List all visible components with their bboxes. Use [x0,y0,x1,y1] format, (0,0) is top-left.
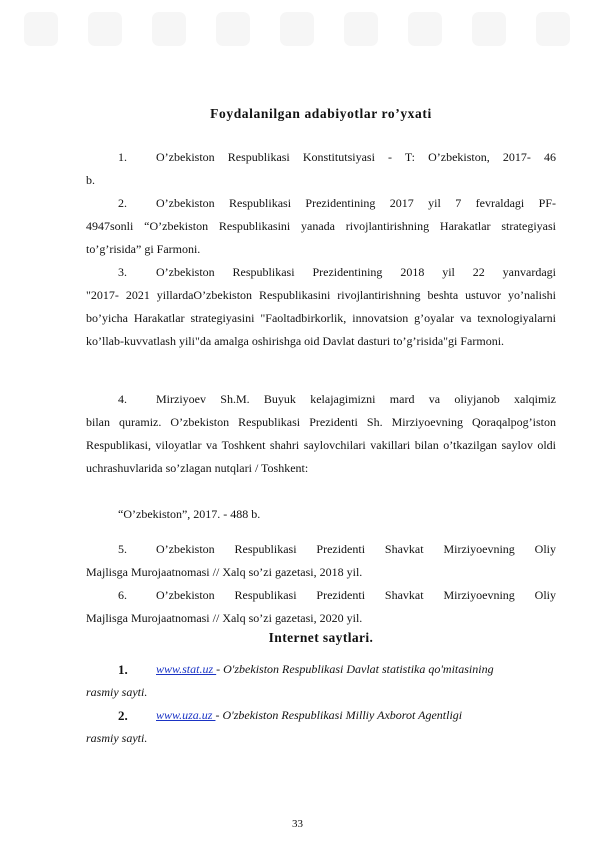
site-item [86,704,556,750]
reference-number: 3. [118,265,127,279]
reference-text: Majlisga Murojaatnomasi // Xalq so’zi gazetasi, 2020 yil. [86,611,363,625]
reference-continuation: “O’zbekiston”, 2017. - 488 b. [118,507,261,521]
reference-text-first-line: O’zbekiston Respublikasi Prezidenti Shavkat Mirziyoevning Oliy [156,588,556,602]
reference-item [86,584,556,630]
reference-text: 4947sonli “O’zbekiston Respublikasini yanada rivojlantirishning Harakatlar strategiyasi to’g’risida” gi Farmoni. [86,219,556,256]
reference-text-first-line: O’zbekiston Respublikasi Prezidentining 2018 yil 22 yanvardagi [156,265,556,279]
reference-number: 6. [118,588,127,602]
reference-item [86,261,556,353]
site-first-line [86,658,556,681]
site-description-rest: rasmiy sayti. [86,731,148,745]
site-number: 2. [118,708,128,723]
site-item [86,658,556,704]
page-number: 33 [292,818,303,830]
site-link[interactable]: www.uza.uz [156,708,216,722]
reference-number: 5. [118,542,127,556]
reference-text-first-line: O’zbekiston Respublikasi Prezidenti Shavkat Mirziyoevning Oliy [156,542,556,556]
reference-number: 2. [118,196,127,210]
reference-text: b. [86,173,95,187]
reference-number: 4. [118,392,127,406]
references-heading: Foydalanilgan adabiyotlar ro’yxati [210,106,432,121]
site-description-rest: rasmiy sayti. [86,685,148,699]
internet-sites-heading: Internet saytlari. [268,630,374,645]
reference-item [86,192,556,261]
watermark-pattern [0,12,595,72]
reference-text-first-line: O’zbekiston Respublikasi Prezidentining 2017 yil 7 fevraldagi PF- [156,196,556,210]
reference-number: 1. [118,150,127,164]
reference-item [86,146,556,192]
reference-text: "2017- 2021 yillardaO’zbekiston Respublikasini rivojlantirishning beshta ustuvor yo’nalishi bo’yicha Harakatlar strategiyasini "Faoltadbirkorlik, innovatsion g’oyalar va texnologiyalarni ko’llab-kuvvatlash yili"da amalga oshirishga oid Davlat dasturi to’g’risida"gi Farmoni. [86,288,556,348]
site-number: 1. [118,662,128,677]
reference-item [86,388,556,480]
reference-text-first-line: Mirziyoev Sh.M. Buyuk kelajagimizni mard va oliyjanob xalqimiz [156,392,556,406]
reference-text-first-line: O’zbekiston Respublikasi Konstitutsiyasi - T: O’zbekiston, 2017- 46 [156,150,556,164]
reference-item [86,538,556,584]
reference-text: Majlisga Murojaatnomasi // Xalq so’zi gazetasi, 2018 yil. [86,565,363,579]
site-description: - O'zbekiston Respublikasi Milliy Axborot Agentligi [215,708,463,722]
site-first-line [86,704,556,727]
site-description: - O'zbekiston Respublikasi Davlat statistika qo'mitasining [216,662,494,676]
reference-text: bilan quramiz. O’zbekiston Respublikasi Prezidenti Sh. Mirziyoevning Qoraqalpog’iston Respublikasi, viloyatlar va Toshkent shahri saylovchilari vakillari bilan o’tkazilgan saylov oldi uchrashuvlarida so’zlagan nutqlari / Toshkent: [86,415,556,475]
site-link[interactable]: www.stat.uz [156,662,217,676]
